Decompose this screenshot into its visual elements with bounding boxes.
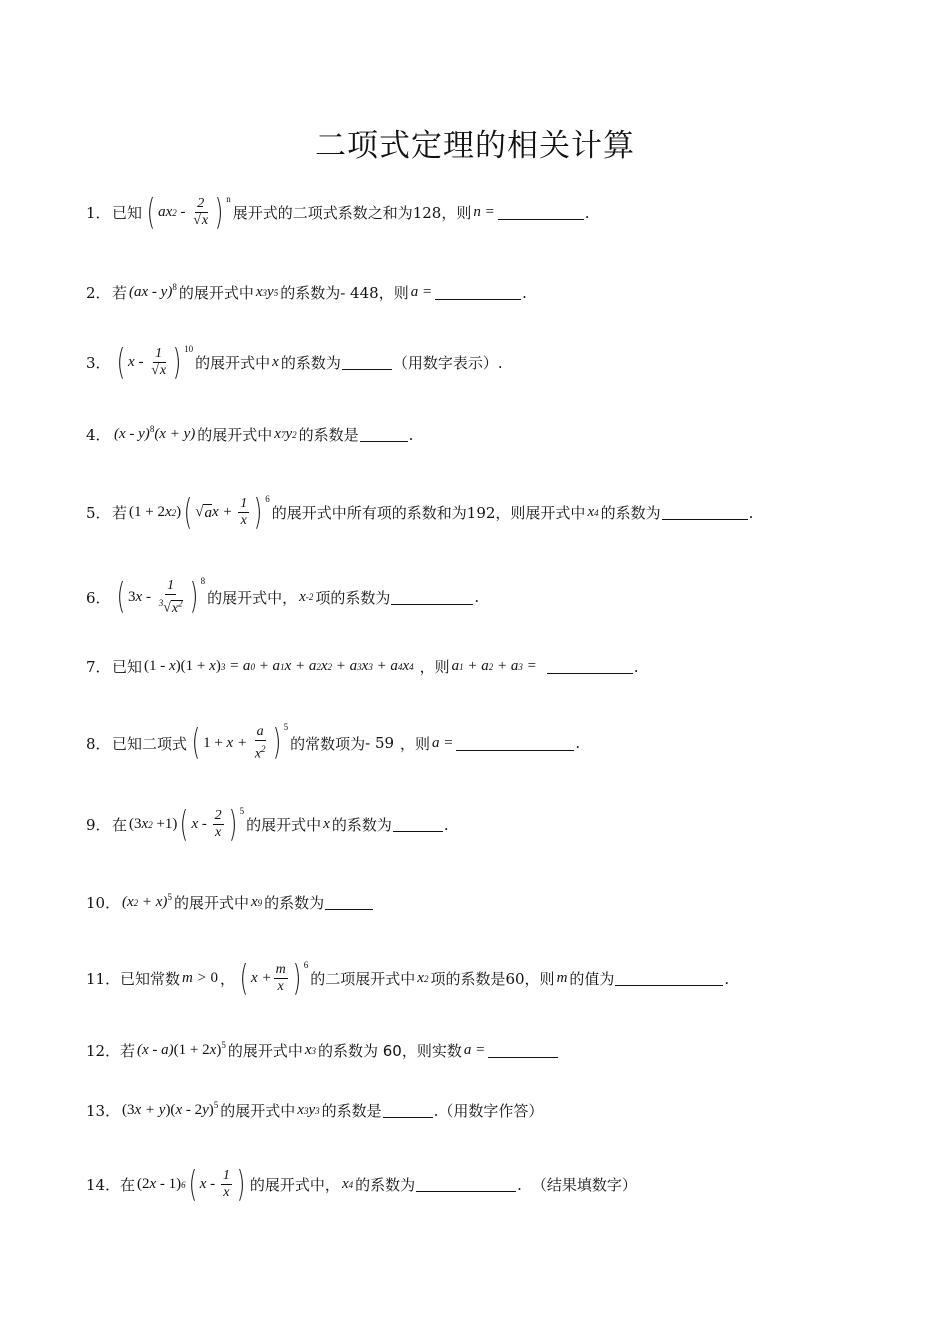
answer-blank[interactable]: [325, 895, 373, 910]
formula-11: ( x + $\frac{m}{x}$ ) 6: [239, 957, 309, 999]
problem-12: 12． 若 (x - a) (1 + 2 x ) 5 的展开式中 x 3 的系数为 60，则实数 a =: [86, 1040, 916, 1061]
answer-blank[interactable]: [416, 1177, 516, 1192]
problem-6: 6． ( 3 x - $\frac{1}{^3√x^2}$ ) 8 的展开式中， x -2 项的系数为 .: [86, 576, 480, 618]
answer-blank[interactable]: [360, 427, 408, 442]
problem-3: 3． ( x - $\frac{1}{√x}$ ) 10 的展开式中 x 的系数为 （用数字表示）.: [86, 341, 503, 383]
formula-8: ( 1 + x + $\frac{a}{x^2}$ ) 5: [191, 722, 289, 764]
answer-blank[interactable]: [547, 659, 633, 674]
answer-blank[interactable]: [342, 355, 392, 370]
problem-1: 1． 已知 ( ax 2 - $\frac{2}{√x}$ ) n 展开式的二项式系数之和为 128 ，则 n = .: [86, 191, 590, 233]
formula-12: (x - a) (1 + 2 x ) 5: [137, 1040, 226, 1058]
problem-4: 4． (x - y) 8 (x + y) 的展开式中 x 7 y 2 的系数是 .: [86, 424, 414, 444]
page-title: 二项式定理的相关计算: [315, 128, 635, 164]
problem-5: 5． 若 (1 + 2 x 2 ) ( √ a x + $\frac{1}{x}$ ) 6 的展开式中所有项的系数和为 192 ，则展开式中 x 4 的系数为 .: [86, 491, 754, 533]
problem-13: 13． (3 x + y )( x - 2 y ) 5 的展开式中 x 3 y 3 的系数是 .（用数字作答）: [86, 1100, 544, 1120]
formula-1: ( ax 2 - $\frac{2}{√x}$ ) n: [146, 191, 231, 233]
formula-3: ( x - $\frac{1}{√x}$ ) 10: [116, 341, 194, 383]
problem-8: 8． 已知二项式 ( 1 + x + $\frac{a}{x^2}$ ) 5 的常数项为 - 59 ，则 a = .: [86, 722, 581, 764]
problem-2: 2． 若 (ax - y) 8 的展开式中 x 3 y 5 的系数为 - 448 ，则 a = .: [86, 282, 527, 302]
answer-blank[interactable]: [488, 1043, 558, 1058]
formula-14: (2 x - 1) 6 ( x - $\frac{1}{x}$ ): [137, 1163, 246, 1205]
answer-blank[interactable]: [391, 590, 473, 605]
formula-10: (x 2 + x) 5: [122, 892, 172, 910]
formula-2: (ax - y) 8: [129, 282, 177, 300]
problem-11: 11． 已知常数 m > 0 ， ( x + $\frac{m}{x}$ ) 6 的二项展开式中 x 2 项的系数是 60 ，则 m 的值为 .: [86, 957, 730, 999]
answer-blank[interactable]: [435, 285, 521, 300]
formula-9: (3 x 2 +1) ( x - $\frac{2}{x}$ ) 5: [129, 803, 245, 845]
formula-5: (1 + 2 x 2 ) ( √ a x + $\frac{1}{x}$ ) 6: [129, 491, 270, 533]
problem-10: 10． (x 2 + x) 5 的展开式中 x 9 的系数为: [86, 892, 916, 913]
answer-blank[interactable]: [456, 736, 574, 751]
formula-13: (3 x + y )( x - 2 y ) 5: [122, 1100, 219, 1118]
problem-9: 9． 在 (3 x 2 +1) ( x - $\frac{2}{x}$ ) 5 的展开式中 x 的系数为 .: [86, 803, 449, 845]
answer-blank[interactable]: [383, 1103, 433, 1118]
answer-blank[interactable]: [615, 971, 723, 986]
answer-blank[interactable]: [498, 205, 584, 220]
formula-4: (x - y) 8 (x + y): [114, 424, 196, 442]
problem-14: 14． 在 (2 x - 1) 6 ( x - $\frac{1}{x}$ ) 的展开式中， x 4 的系数为 . （结果填数字）: [86, 1163, 637, 1205]
problem-7: 7． 已知 (1 - x )(1 + x ) 3 = a 0 + a 1 x + a 2 x 2 + a 3 x 3 + a 4 x 4 ，则 a 1 + a 2 + a 3 = .: [86, 657, 639, 676]
answer-blank[interactable]: [393, 817, 443, 832]
formula-7: (1 - x )(1 + x ) 3 = a 0 + a 1 x + a 2 x 2 + a 3 x 3 + a 4 x 4: [144, 658, 414, 674]
answer-blank[interactable]: [662, 505, 748, 520]
formula-6: ( 3 x - $\frac{1}{^3√x^2}$ ) 8: [116, 576, 206, 618]
